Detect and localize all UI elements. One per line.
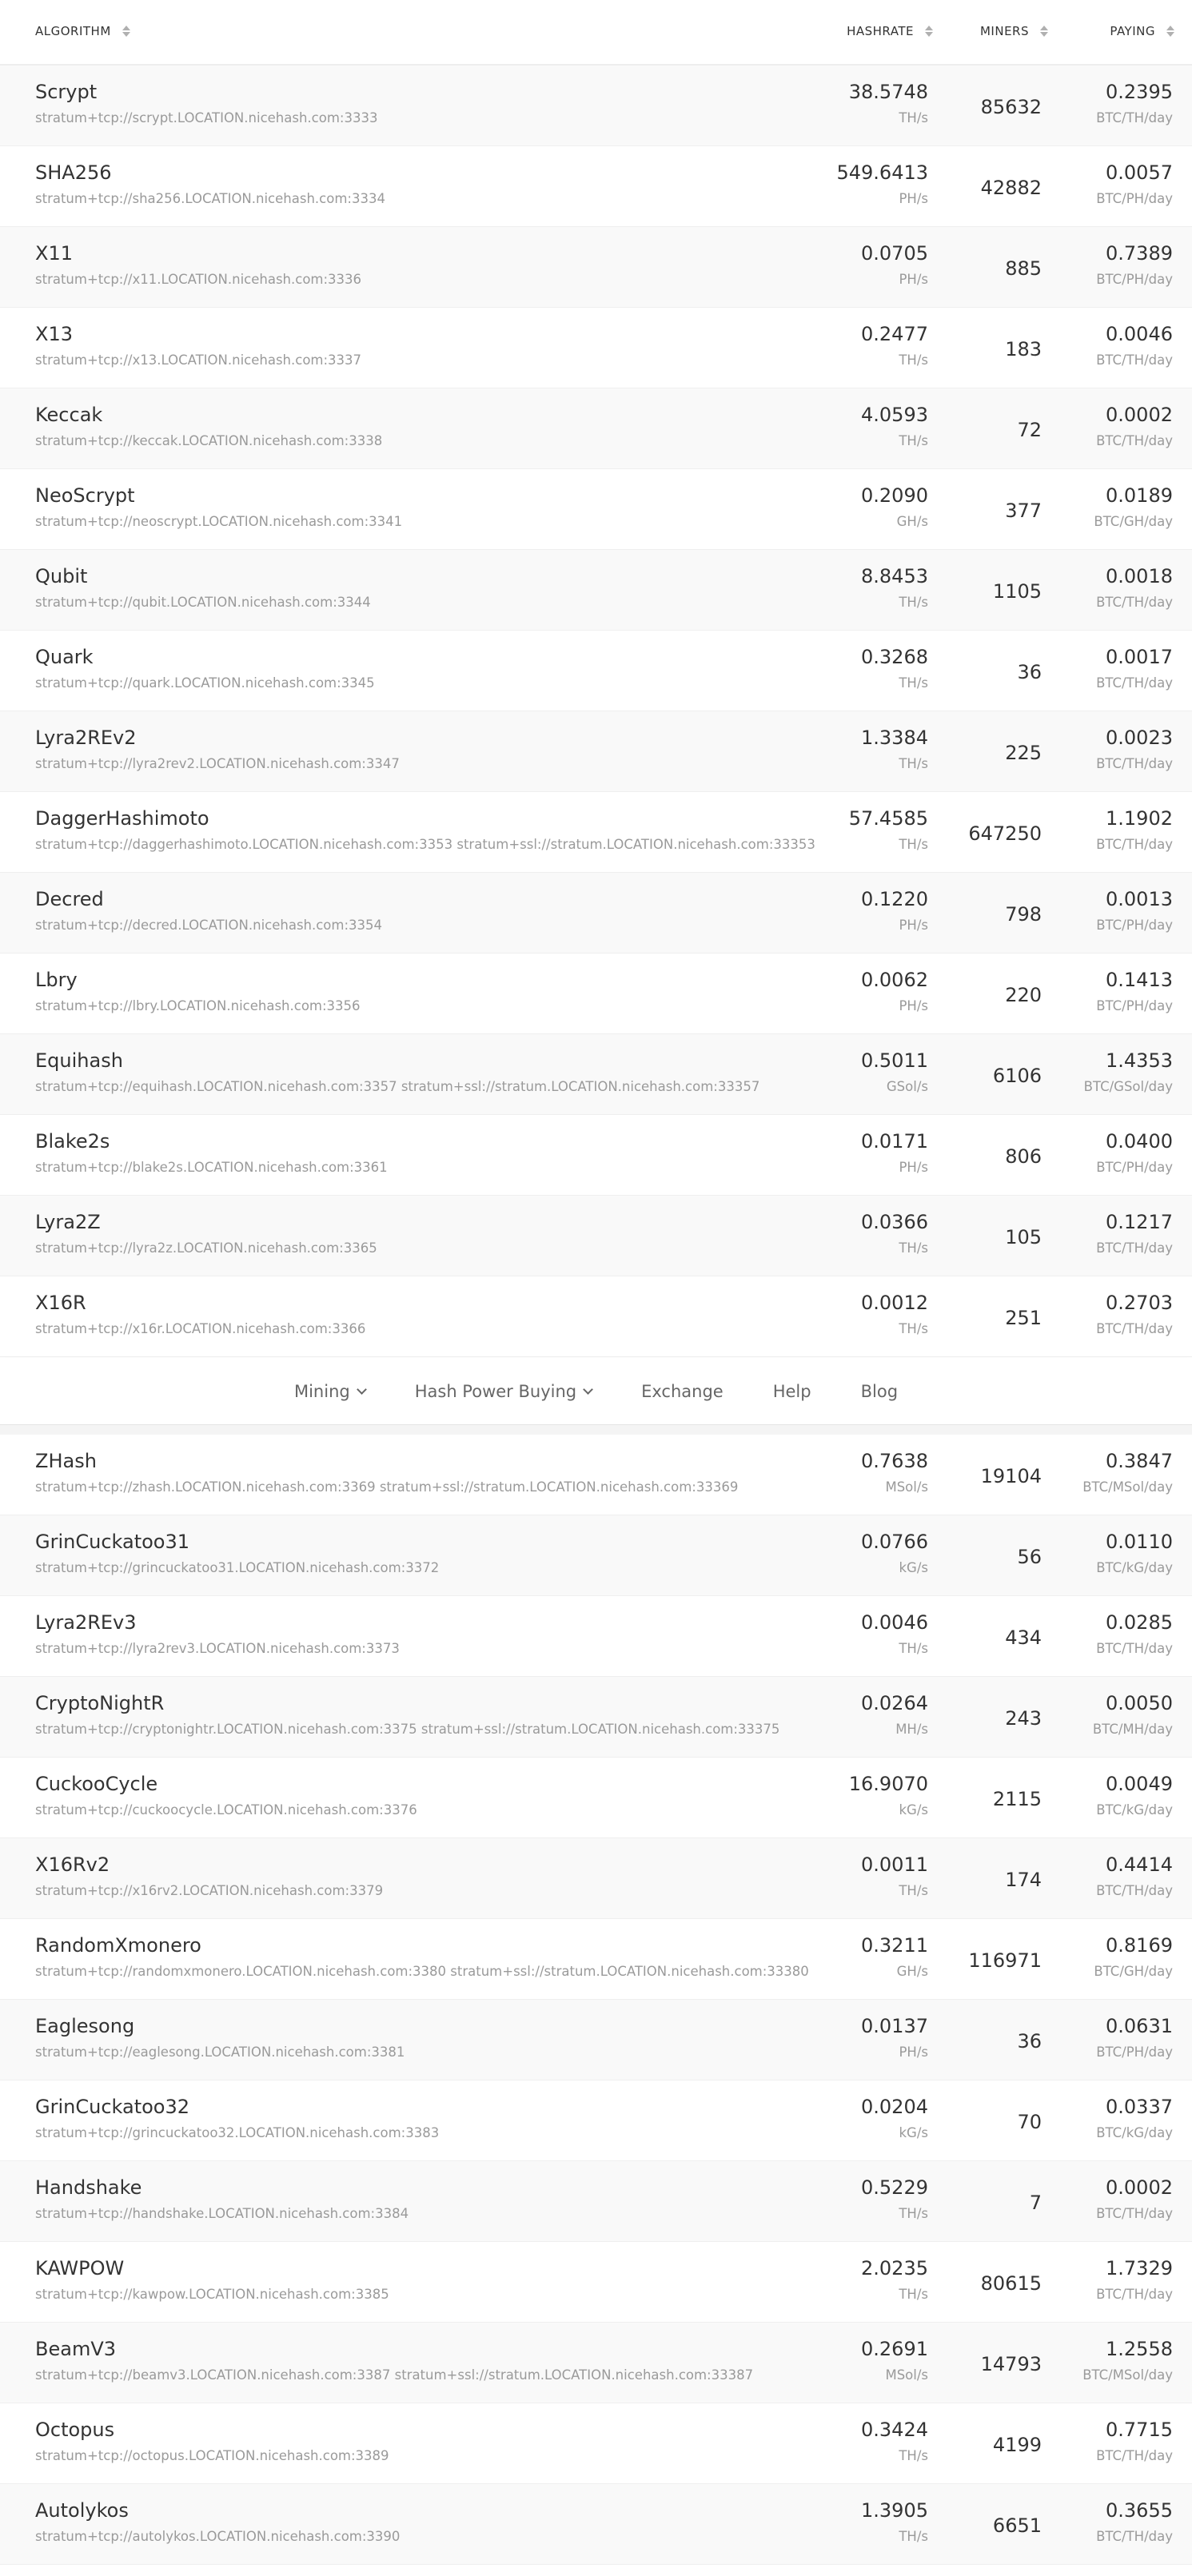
hashrate-unit: TH/s bbox=[899, 352, 928, 368]
hashrate-unit: TH/s bbox=[899, 1883, 928, 1898]
table-header bbox=[0, 0, 1192, 66]
hashrate-unit: kG/s bbox=[899, 2125, 928, 2140]
stratum-url: stratum+tcp://lyra2rev3.LOCATION.nicehash.com:3373 bbox=[35, 1641, 400, 1656]
miners-count: 798 bbox=[1005, 903, 1042, 926]
table-row[interactable] bbox=[0, 873, 1192, 954]
paying-value: 0.3655 bbox=[1106, 2499, 1173, 2522]
paying-value: 0.0049 bbox=[1106, 1773, 1173, 1795]
hashrate-value: 0.0366 bbox=[861, 1211, 928, 1233]
hashrate-unit: PH/s bbox=[899, 2044, 928, 2060]
hashrate-unit: TH/s bbox=[899, 2206, 928, 2221]
paying-unit: BTC/GH/day bbox=[1094, 1964, 1173, 1979]
algorithm-table-top bbox=[0, 66, 1192, 1357]
stratum-url: stratum+tcp://lyra2z.LOCATION.nicehash.com:3365 bbox=[35, 1240, 377, 1256]
hashrate-unit: TH/s bbox=[899, 675, 928, 691]
hashrate-value: 0.3268 bbox=[861, 646, 928, 668]
chevron-down-icon bbox=[357, 1384, 367, 1395]
table-row[interactable] bbox=[0, 2080, 1192, 2161]
stratum-url: stratum+tcp://x16rv2.LOCATION.nicehash.com:3379 bbox=[35, 1883, 384, 1898]
miners-count: 434 bbox=[1005, 1626, 1042, 1649]
algorithm-name: X16R bbox=[35, 1292, 86, 1314]
hashrate-unit: TH/s bbox=[899, 433, 928, 448]
table-row[interactable] bbox=[0, 1838, 1192, 1919]
main-navigation bbox=[0, 1358, 1192, 1425]
stratum-url: stratum+tcp://randomxmonero.LOCATION.nicehash.com:3380 stratum+ssl://stratum.LOCATION.nicehash.com:33380 bbox=[35, 1964, 809, 1979]
chevron-down-icon bbox=[583, 1384, 593, 1395]
paying-unit: BTC/MSol/day bbox=[1082, 2367, 1173, 2383]
paying-value: 0.1413 bbox=[1106, 969, 1173, 991]
stratum-url: stratum+tcp://scrypt.LOCATION.nicehash.com:3333 bbox=[35, 110, 378, 125]
paying-value: 0.2703 bbox=[1106, 1292, 1173, 1314]
miners-count: 4199 bbox=[992, 2434, 1042, 2456]
paying-value: 0.0400 bbox=[1106, 1130, 1173, 1153]
column-header-paying[interactable] bbox=[1110, 24, 1174, 38]
hashrate-value: 549.6413 bbox=[836, 161, 928, 184]
algorithm-name: ZHash bbox=[35, 1450, 97, 1472]
paying-unit: BTC/PH/day bbox=[1096, 191, 1173, 206]
hashrate-unit: TH/s bbox=[899, 1240, 928, 1256]
algorithm-name: Lyra2Z bbox=[35, 1211, 101, 1233]
algorithm-name: Decred bbox=[35, 888, 104, 910]
miners-count: 885 bbox=[1005, 257, 1042, 280]
stratum-url: stratum+tcp://neoscrypt.LOCATION.nicehash.com:3341 bbox=[35, 514, 403, 529]
paying-value: 0.0337 bbox=[1106, 2096, 1173, 2118]
hashrate-unit: TH/s bbox=[899, 756, 928, 771]
column-header-hashrate-label: HASHRATE bbox=[847, 24, 914, 38]
paying-unit: BTC/TH/day bbox=[1096, 2206, 1173, 2221]
nav-exchange[interactable] bbox=[641, 1382, 724, 1401]
paying-value: 1.7329 bbox=[1106, 2257, 1173, 2279]
paying-unit: BTC/PH/day bbox=[1096, 272, 1173, 287]
miners-count: 647250 bbox=[968, 822, 1042, 845]
nav-mining[interactable] bbox=[294, 1382, 365, 1401]
nav-hash-power-buying-label: Hash Power Buying bbox=[414, 1381, 577, 1401]
stratum-url: stratum+tcp://qubit.LOCATION.nicehash.com:3344 bbox=[35, 595, 371, 610]
paying-unit: BTC/MH/day bbox=[1092, 1722, 1173, 1737]
paying-value: 0.0057 bbox=[1106, 161, 1173, 184]
stratum-url: stratum+tcp://blake2s.LOCATION.nicehash.com:3361 bbox=[35, 1160, 388, 1175]
hashrate-unit: TH/s bbox=[899, 110, 928, 125]
hashrate-value: 4.0593 bbox=[861, 404, 928, 426]
paying-unit: BTC/kG/day bbox=[1096, 2125, 1173, 2140]
paying-value: 0.3847 bbox=[1106, 1450, 1173, 1472]
stratum-url: stratum+tcp://kawpow.LOCATION.nicehash.com:3385 bbox=[35, 2287, 389, 2302]
miners-count: 72 bbox=[1017, 419, 1042, 441]
hashrate-value: 0.1220 bbox=[861, 888, 928, 910]
algorithm-name: CuckooCycle bbox=[35, 1773, 158, 1795]
paying-unit: BTC/TH/day bbox=[1096, 2448, 1173, 2463]
paying-unit: BTC/GSol/day bbox=[1083, 1079, 1173, 1094]
paying-value: 0.2395 bbox=[1106, 81, 1173, 103]
paying-value: 0.0013 bbox=[1106, 888, 1173, 910]
nav-exchange-label: Exchange bbox=[641, 1381, 724, 1401]
paying-value: 0.4414 bbox=[1106, 1853, 1173, 1876]
table-row[interactable] bbox=[0, 1115, 1192, 1196]
paying-value: 0.0018 bbox=[1106, 565, 1173, 587]
hashrate-unit: GSol/s bbox=[886, 1079, 928, 1094]
sort-icon[interactable] bbox=[1166, 24, 1174, 38]
nav-blog-label: Blog bbox=[860, 1381, 899, 1401]
hashrate-value: 8.8453 bbox=[861, 565, 928, 587]
stratum-url: stratum+tcp://zhash.LOCATION.nicehash.com:3369 stratum+ssl://stratum.LOCATION.nicehash.com:33369 bbox=[35, 1479, 739, 1495]
hashrate-value: 0.0171 bbox=[861, 1130, 928, 1153]
table-row[interactable] bbox=[0, 1758, 1192, 1838]
hashrate-value: 0.2691 bbox=[861, 2338, 928, 2360]
paying-unit: BTC/TH/day bbox=[1096, 2287, 1173, 2302]
miners-count: 85632 bbox=[980, 96, 1042, 118]
stratum-url: stratum+tcp://decred.LOCATION.nicehash.com:3354 bbox=[35, 918, 383, 933]
paying-value: 0.0631 bbox=[1106, 2015, 1173, 2037]
stratum-url: stratum+tcp://handshake.LOCATION.nicehash.com:3384 bbox=[35, 2206, 409, 2221]
table-row[interactable] bbox=[0, 388, 1192, 469]
paying-value: 0.0110 bbox=[1106, 1531, 1173, 1553]
paying-value: 0.0046 bbox=[1106, 323, 1173, 345]
hashrate-unit: TH/s bbox=[899, 837, 928, 852]
paying-value: 0.0017 bbox=[1106, 646, 1173, 668]
hashrate-unit: TH/s bbox=[899, 2287, 928, 2302]
algorithm-name: CryptoNightR bbox=[35, 1692, 165, 1714]
paying-unit: BTC/TH/day bbox=[1096, 756, 1173, 771]
algorithm-name: Octopus bbox=[35, 2419, 115, 2441]
nav-blog[interactable] bbox=[861, 1382, 898, 1401]
table-row[interactable] bbox=[0, 1677, 1192, 1758]
miners-count: 70 bbox=[1017, 2111, 1042, 2133]
miners-count: 105 bbox=[1005, 1226, 1042, 1248]
stratum-url: stratum+tcp://x11.LOCATION.nicehash.com:3336 bbox=[35, 272, 362, 287]
paying-unit: BTC/TH/day bbox=[1096, 675, 1173, 691]
table-row[interactable] bbox=[0, 1276, 1192, 1357]
paying-unit: BTC/PH/day bbox=[1096, 998, 1173, 1013]
table-row[interactable] bbox=[0, 954, 1192, 1034]
miners-count: 42882 bbox=[980, 177, 1042, 199]
hashrate-unit: TH/s bbox=[899, 1321, 928, 1336]
hashrate-value: 38.5748 bbox=[848, 81, 928, 103]
hashrate-value: 0.0204 bbox=[861, 2096, 928, 2118]
hashrate-unit: kG/s bbox=[899, 1802, 928, 1818]
paying-unit: BTC/TH/day bbox=[1096, 1641, 1173, 1656]
table-row[interactable] bbox=[0, 1919, 1192, 2000]
paying-unit: BTC/TH/day bbox=[1096, 433, 1173, 448]
hashrate-value: 0.7638 bbox=[861, 1450, 928, 1472]
nav-help-label: Help bbox=[772, 1381, 811, 1401]
table-row[interactable] bbox=[0, 631, 1192, 711]
miners-count: 806 bbox=[1005, 1145, 1042, 1168]
table-row[interactable] bbox=[0, 2403, 1192, 2484]
hashrate-unit: kG/s bbox=[899, 1560, 928, 1575]
algorithm-name: BeamV3 bbox=[35, 2338, 117, 2360]
paying-unit: BTC/TH/day bbox=[1096, 837, 1173, 852]
miners-count: 116971 bbox=[968, 1949, 1042, 1972]
miners-count: 2115 bbox=[992, 1788, 1042, 1810]
hashrate-unit: TH/s bbox=[899, 595, 928, 610]
algorithm-name: NeoScrypt bbox=[35, 484, 135, 507]
paying-value: 0.7715 bbox=[1106, 2419, 1173, 2441]
table-row[interactable] bbox=[0, 1435, 1192, 1515]
table-row[interactable] bbox=[0, 146, 1192, 227]
miners-count: 36 bbox=[1017, 2030, 1042, 2052]
miners-count: 7 bbox=[1029, 2192, 1042, 2214]
column-header-miners[interactable] bbox=[980, 24, 1048, 38]
paying-unit: BTC/MSol/day bbox=[1082, 1479, 1173, 1495]
table-row[interactable] bbox=[0, 469, 1192, 550]
miners-count: 6106 bbox=[992, 1065, 1042, 1087]
stratum-url: stratum+tcp://cryptonightr.LOCATION.nicehash.com:3375 stratum+ssl://stratum.LOCATION.nicehash.com:33375 bbox=[35, 1722, 780, 1737]
table-row[interactable] bbox=[0, 792, 1192, 873]
stratum-url: stratum+tcp://beamv3.LOCATION.nicehash.com:3387 stratum+ssl://stratum.LOCATION.nicehash.com:33387 bbox=[35, 2367, 754, 2383]
paying-value: 1.2558 bbox=[1106, 2338, 1173, 2360]
hashrate-value: 16.9070 bbox=[848, 1773, 928, 1795]
hashrate-unit: MH/s bbox=[895, 1722, 928, 1737]
paying-value: 0.0189 bbox=[1106, 484, 1173, 507]
paying-unit: BTC/TH/day bbox=[1096, 595, 1173, 610]
hashrate-unit: PH/s bbox=[899, 918, 928, 933]
stratum-url: stratum+tcp://lyra2rev2.LOCATION.nicehash.com:3347 bbox=[35, 756, 400, 771]
hashrate-value: 0.0011 bbox=[861, 1853, 928, 1876]
stratum-url: stratum+tcp://grincuckatoo31.LOCATION.nicehash.com:3372 bbox=[35, 1560, 440, 1575]
column-header-algorithm-label: ALGORITHM bbox=[35, 24, 111, 38]
nav-help[interactable] bbox=[773, 1382, 811, 1401]
miners-count: 36 bbox=[1017, 661, 1042, 683]
hashrate-value: 0.0137 bbox=[861, 2015, 928, 2037]
sort-icon[interactable] bbox=[1040, 24, 1048, 38]
paying-unit: BTC/TH/day bbox=[1096, 1240, 1173, 1256]
miners-count: 174 bbox=[1005, 1869, 1042, 1891]
miners-count: 80615 bbox=[980, 2272, 1042, 2295]
hashrate-value: 0.3211 bbox=[861, 1934, 928, 1957]
miners-count: 19104 bbox=[980, 1465, 1042, 1487]
algorithm-name: Handshake bbox=[35, 2176, 142, 2199]
hashrate-unit: MSol/s bbox=[885, 2367, 928, 2383]
hashrate-value: 1.3905 bbox=[861, 2499, 928, 2522]
hashrate-unit: TH/s bbox=[899, 2448, 928, 2463]
miners-count: 14793 bbox=[980, 2353, 1042, 2375]
nav-mining-label: Mining bbox=[293, 1381, 350, 1401]
table-row[interactable] bbox=[0, 711, 1192, 792]
hashrate-value: 2.0235 bbox=[861, 2257, 928, 2279]
algorithm-name: X16Rv2 bbox=[35, 1853, 110, 1876]
table-row[interactable] bbox=[0, 227, 1192, 308]
paying-value: 1.4353 bbox=[1106, 1049, 1173, 1072]
column-header-miners-label: MINERS bbox=[979, 24, 1029, 38]
paying-value: 0.1217 bbox=[1106, 1211, 1173, 1233]
stratum-url: stratum+tcp://equihash.LOCATION.nicehash.com:3357 stratum+ssl://stratum.LOCATION.nicehash.com:33357 bbox=[35, 1079, 760, 1094]
miners-count: 6651 bbox=[992, 2514, 1042, 2537]
hashrate-value: 1.3384 bbox=[861, 727, 928, 749]
algorithm-name: Lyra2REv3 bbox=[35, 1611, 137, 1634]
paying-unit: BTC/TH/day bbox=[1096, 1883, 1173, 1898]
stratum-url: stratum+tcp://autolykos.LOCATION.nicehash.com:3390 bbox=[35, 2529, 401, 2544]
hashrate-unit: PH/s bbox=[899, 1160, 928, 1175]
column-header-algorithm[interactable] bbox=[35, 24, 130, 38]
paying-unit: BTC/TH/day bbox=[1096, 352, 1173, 368]
hashrate-unit: TH/s bbox=[899, 2529, 928, 2544]
table-row[interactable] bbox=[0, 308, 1192, 388]
table-row[interactable] bbox=[0, 1034, 1192, 1115]
hashrate-unit: GH/s bbox=[896, 1964, 928, 1979]
algorithm-name: RandomXmonero bbox=[35, 1934, 201, 1957]
table-row[interactable] bbox=[0, 1196, 1192, 1276]
hashrate-unit: PH/s bbox=[899, 191, 928, 206]
stratum-url: stratum+tcp://octopus.LOCATION.nicehash.com:3389 bbox=[35, 2448, 389, 2463]
table-row[interactable] bbox=[0, 550, 1192, 631]
paying-value: 0.0023 bbox=[1106, 727, 1173, 749]
hashrate-unit: PH/s bbox=[899, 272, 928, 287]
hashrate-unit: GH/s bbox=[896, 514, 928, 529]
stratum-url: stratum+tcp://x16r.LOCATION.nicehash.com:3366 bbox=[35, 1321, 366, 1336]
paying-value: 0.0002 bbox=[1106, 404, 1173, 426]
paying-value: 1.1902 bbox=[1106, 807, 1173, 830]
stratum-url: stratum+tcp://keccak.LOCATION.nicehash.com:3338 bbox=[35, 433, 383, 448]
algorithm-name: SHA256 bbox=[35, 161, 112, 184]
algorithm-name: Quark bbox=[35, 646, 94, 668]
table-row[interactable] bbox=[0, 2000, 1192, 2080]
table-row[interactable] bbox=[0, 66, 1192, 146]
stratum-url: stratum+tcp://lbry.LOCATION.nicehash.com:3356 bbox=[35, 998, 361, 1013]
hashrate-value: 0.0012 bbox=[861, 1292, 928, 1314]
sort-icon[interactable] bbox=[925, 24, 933, 38]
paying-value: 0.7389 bbox=[1106, 242, 1173, 265]
paying-value: 0.0002 bbox=[1106, 2176, 1173, 2199]
stratum-url: stratum+tcp://daggerhashimoto.LOCATION.nicehash.com:3353 stratum+ssl://stratum.LOCATION.nicehash.com:33353 bbox=[35, 837, 815, 852]
paying-value: 0.0285 bbox=[1106, 1611, 1173, 1634]
algorithm-name: Blake2s bbox=[35, 1130, 110, 1153]
hashrate-unit: TH/s bbox=[899, 1641, 928, 1656]
hashrate-value: 0.3424 bbox=[861, 2419, 928, 2441]
miners-count: 183 bbox=[1005, 338, 1042, 360]
paying-unit: BTC/TH/day bbox=[1096, 1321, 1173, 1336]
algorithm-name: Keccak bbox=[35, 404, 103, 426]
hashrate-value: 0.0046 bbox=[861, 1611, 928, 1634]
paying-unit: BTC/PH/day bbox=[1096, 1160, 1173, 1175]
stratum-url: stratum+tcp://eaglesong.LOCATION.nicehash.com:3381 bbox=[35, 2044, 405, 2060]
hashrate-unit: PH/s bbox=[899, 998, 928, 1013]
hashrate-value: 0.2477 bbox=[861, 323, 928, 345]
paying-value: 0.8169 bbox=[1106, 1934, 1173, 1957]
algorithm-name: Eaglesong bbox=[35, 2015, 135, 2037]
hashrate-value: 0.0062 bbox=[861, 969, 928, 991]
column-header-paying-label: PAYING bbox=[1110, 24, 1155, 38]
hashrate-value: 0.2090 bbox=[861, 484, 928, 507]
paying-unit: BTC/PH/day bbox=[1096, 2044, 1173, 2060]
nav-hash-power-buying[interactable] bbox=[415, 1382, 592, 1401]
paying-unit: BTC/PH/day bbox=[1096, 918, 1173, 933]
miners-count: 56 bbox=[1017, 1546, 1042, 1568]
table-row[interactable] bbox=[0, 1596, 1192, 1677]
algorithm-name: Scrypt bbox=[35, 81, 98, 103]
hashrate-value: 57.4585 bbox=[848, 807, 928, 830]
hashrate-value: 0.0705 bbox=[861, 242, 928, 265]
miners-count: 220 bbox=[1005, 984, 1042, 1006]
table-row[interactable] bbox=[0, 2161, 1192, 2242]
paying-unit: BTC/GH/day bbox=[1094, 514, 1173, 529]
hashrate-value: 0.5011 bbox=[861, 1049, 928, 1072]
column-header-hashrate[interactable] bbox=[847, 24, 933, 38]
paying-unit: BTC/kG/day bbox=[1096, 1560, 1173, 1575]
table-row[interactable] bbox=[0, 2484, 1192, 2565]
miners-count: 243 bbox=[1005, 1707, 1042, 1730]
algorithm-name: KAWPOW bbox=[35, 2257, 125, 2279]
miners-count: 251 bbox=[1005, 1307, 1042, 1329]
paying-unit: BTC/TH/day bbox=[1096, 110, 1173, 125]
table-row[interactable] bbox=[0, 1515, 1192, 1596]
paying-unit: BTC/kG/day bbox=[1096, 1802, 1173, 1818]
hashrate-value: 0.0766 bbox=[861, 1531, 928, 1553]
algorithm-name: Equihash bbox=[35, 1049, 123, 1072]
miners-count: 1105 bbox=[992, 580, 1042, 603]
sort-icon[interactable] bbox=[122, 24, 130, 38]
algorithm-name: Qubit bbox=[35, 565, 88, 587]
stratum-url: stratum+tcp://cuckoocycle.LOCATION.nicehash.com:3376 bbox=[35, 1802, 417, 1818]
algorithm-name: Autolykos bbox=[35, 2499, 129, 2522]
stratum-url: stratum+tcp://x13.LOCATION.nicehash.com:3337 bbox=[35, 352, 362, 368]
algorithm-name: Lyra2REv2 bbox=[35, 727, 137, 749]
hashrate-unit: MSol/s bbox=[885, 1479, 928, 1495]
hashrate-value: 0.5229 bbox=[861, 2176, 928, 2199]
algorithm-name: Lbry bbox=[35, 969, 78, 991]
stratum-url: stratum+tcp://quark.LOCATION.nicehash.com:3345 bbox=[35, 675, 375, 691]
nav-divider bbox=[0, 1425, 1192, 1435]
table-row[interactable] bbox=[0, 2323, 1192, 2403]
stratum-url: stratum+tcp://grincuckatoo32.LOCATION.nicehash.com:3383 bbox=[35, 2125, 440, 2140]
table-row[interactable] bbox=[0, 2242, 1192, 2323]
miners-count: 377 bbox=[1005, 500, 1042, 522]
algorithm-name: DaggerHashimoto bbox=[35, 807, 209, 830]
algorithm-name: X11 bbox=[35, 242, 73, 265]
paying-unit: BTC/TH/day bbox=[1096, 2529, 1173, 2544]
algorithm-name: X13 bbox=[35, 323, 73, 345]
paying-value: 0.0050 bbox=[1106, 1692, 1173, 1714]
algorithm-table-bottom bbox=[0, 1435, 1192, 2565]
stratum-url: stratum+tcp://sha256.LOCATION.nicehash.com:3334 bbox=[35, 191, 385, 206]
algorithm-name: GrinCuckatoo31 bbox=[35, 1531, 190, 1553]
miners-count: 225 bbox=[1005, 742, 1042, 764]
algorithm-name: GrinCuckatoo32 bbox=[35, 2096, 190, 2118]
hashrate-value: 0.0264 bbox=[861, 1692, 928, 1714]
